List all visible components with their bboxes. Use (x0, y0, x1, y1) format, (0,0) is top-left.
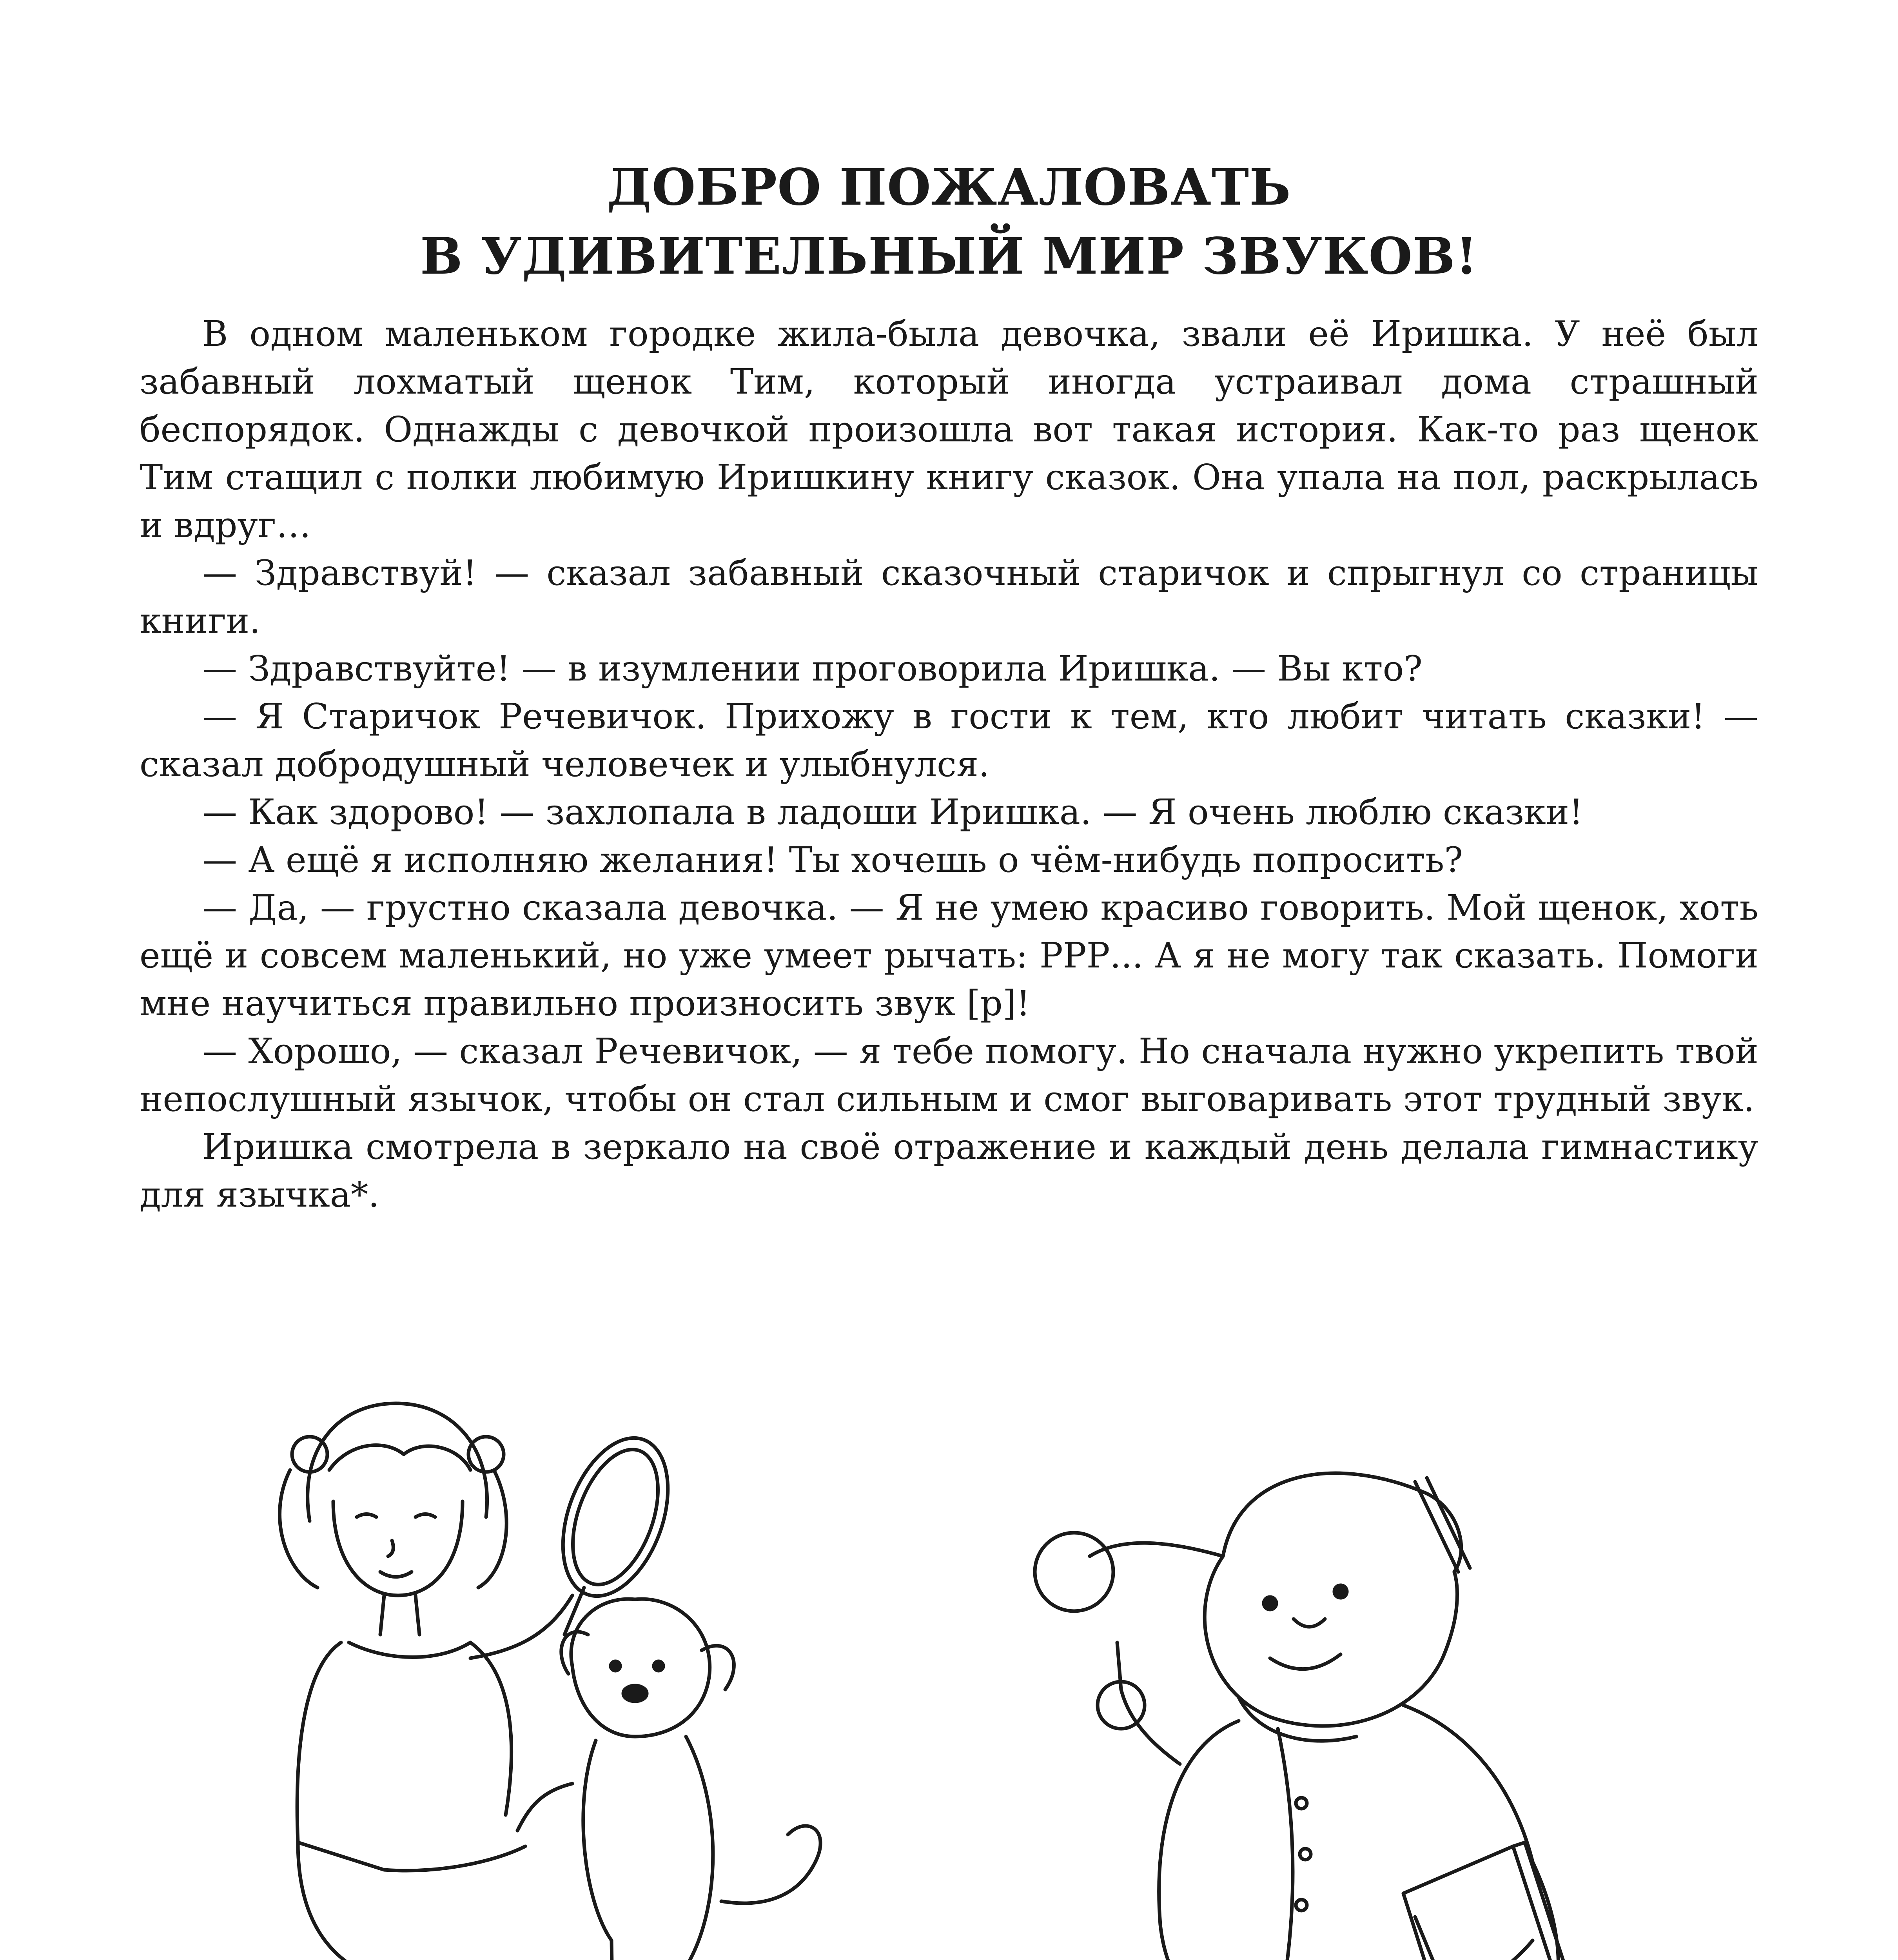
story-paragraph: — Здравствуйте! — в изумлении проговорила Иришка. — Вы кто? (202, 648, 1423, 689)
story-paragraph: Иришка смотрела в зеркало на своё отражение и каждый день делала гимнастику для язычка*. (140, 1126, 1758, 1215)
girl-figure (267, 1403, 588, 1960)
page-title-line-2: В УДИВИТЕЛЬНЫЙ МИР ЗВУКОВ! (420, 227, 1478, 286)
puppy-figure (517, 1599, 820, 1960)
story-paragraph: — Как здорово! — захлопала в ладоши Иришка. — Я очень люблю сказки! (202, 791, 1583, 832)
story-paragraph: — А ещё я исполняю желания! Ты хочешь о чём-нибудь попросить? (202, 839, 1463, 880)
story-paragraph: — Хорошо, — сказал Речевичок, — я тебе помогу. Но сначала нужно укрепить твой непослушный язычок, чтобы он стал сильным и смог выговаривать этот трудный звук. (140, 1031, 1758, 1119)
page-title-line-1: ДОБРО ПОЖАЛОВАТЬ (607, 158, 1291, 217)
story-text (140, 310, 1758, 1218)
story-paragraph: — Здравствуй! — сказал забавный сказочный старичок и спрыгнул со страницы книги. (140, 552, 1758, 641)
page-title (0, 153, 1898, 291)
old-man-figure (1035, 1473, 1615, 1960)
illustration (220, 1352, 1787, 1960)
story-paragraph: — Да, — грустно сказала девочка. — Я не умею красиво говорить. Мой щенок, хоть ещё и совсем маленький, но уже умеет рычать: РРР... А я не могу так сказать. Помоги мне научиться правильно произносить звук [р]! (140, 887, 1758, 1024)
story-paragraph: — Я Старичок Речевичок. Прихожу в гости к тем, кто любит читать сказки! — сказал добродушный человечек и улыбнулся. (140, 696, 1758, 784)
story-paragraph: В одном маленьком городке жила-была девочка, звали её Иришка. У неё был забавный лохматый щенок Тим, который иногда устраивал дома страшный беспорядок. Однажды с девочкой произошла вот такая история. Как-то раз щенок Тим стащил с полки любимую Иришкину книгу сказок. Она упала на пол, раскрылась и вдруг… (140, 313, 1758, 545)
